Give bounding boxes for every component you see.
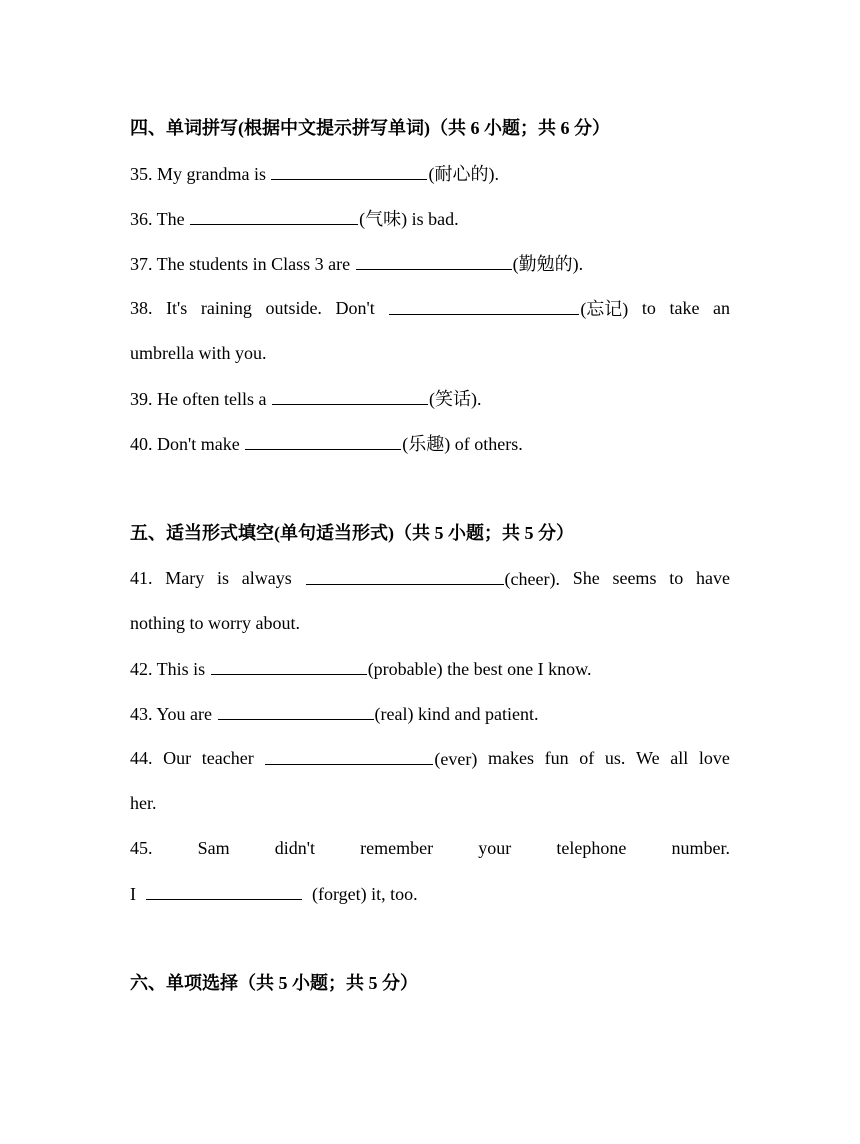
section-5-heading: 五、适当形式填空(单句适当形式)（共 5 小题；共 5 分） (130, 523, 574, 543)
answer-blank-40[interactable] (245, 431, 401, 450)
answer-blank-35[interactable] (271, 161, 427, 180)
question-39 (130, 386, 730, 411)
question-41-hint: (cheer). (504, 569, 560, 589)
word: love (698, 748, 730, 768)
word: Don't (335, 298, 375, 318)
question-39-hint: (笑话). (428, 389, 482, 409)
word: Sam (197, 838, 230, 858)
question-43 (130, 701, 730, 726)
word: all (670, 748, 689, 768)
question-42 (130, 656, 730, 681)
question-37 (130, 251, 730, 276)
word: an (713, 298, 730, 318)
question-36-text: 36. The (130, 209, 190, 229)
question-43-hint: (real) kind and patient. (374, 704, 539, 724)
question-40-hint: (乐趣) of others. (402, 434, 523, 454)
question-38-line-2: umbrella with you. (130, 343, 267, 363)
question-39-text: 39. He often tells a (130, 389, 271, 409)
word: outside. (265, 298, 322, 318)
word: It's (166, 298, 188, 318)
answer-blank-41[interactable] (306, 566, 504, 585)
answer-blank-37[interactable] (356, 251, 512, 270)
question-42-text: 42. This is (130, 659, 210, 679)
word: raining (200, 298, 252, 318)
word: 44. (130, 748, 153, 768)
word: Our (163, 748, 192, 768)
word: didn't (274, 838, 316, 858)
question-44-line-2: her. (130, 793, 157, 813)
section-4-heading: 四、单词拼写(根据中文提示拼写单词)（共 6 小题；共 6 分） (130, 118, 610, 138)
question-41-line-2: nothing to worry about. (130, 613, 300, 633)
question-35-text: 35. My grandma is (130, 164, 271, 184)
word: number. (671, 838, 730, 858)
question-43-text: 43. You are (130, 704, 217, 724)
word: take (669, 298, 700, 318)
answer-blank-45[interactable] (146, 881, 302, 900)
question-35 (130, 161, 730, 186)
question-41 (130, 566, 730, 591)
word: 41. (130, 568, 153, 588)
word: 38. (130, 298, 153, 318)
question-37-hint: (勤勉的). (512, 254, 584, 274)
question-40 (130, 431, 730, 456)
question-36-hint: (气味) is bad. (359, 209, 459, 229)
question-40-text: 40. Don't make (130, 434, 245, 454)
question-45-text: I (130, 884, 141, 904)
answer-blank-36[interactable] (190, 206, 358, 225)
word: of (579, 748, 595, 768)
answer-blank-42[interactable] (211, 656, 367, 675)
question-38-hint: (忘记) (580, 299, 629, 319)
question-45-hint: (forget) it, too. (307, 884, 418, 904)
word: your (478, 838, 512, 858)
word: always (241, 568, 292, 588)
question-38 (130, 296, 730, 321)
answer-blank-43[interactable] (218, 701, 374, 720)
word: to (669, 568, 684, 588)
word: telephone (556, 838, 627, 858)
word: fun (544, 748, 569, 768)
answer-blank-39[interactable] (272, 386, 428, 405)
word: We (636, 748, 660, 768)
word: have (695, 568, 730, 588)
word: 45. (130, 838, 153, 858)
answer-blank-44[interactable] (265, 746, 433, 765)
question-35-hint: (耐心的). (428, 164, 499, 184)
word: She (572, 568, 600, 588)
word: to (641, 298, 656, 318)
question-42-hint: (probable) the best one I know. (367, 659, 592, 679)
question-45-line-2 (130, 881, 730, 906)
question-44 (130, 746, 730, 771)
question-37-text: 37. The students in Class 3 are (130, 254, 355, 274)
word: us. (604, 748, 626, 768)
answer-blank-38[interactable] (389, 296, 579, 315)
word: is (217, 568, 230, 588)
question-45 (130, 836, 730, 860)
word: remember (360, 838, 434, 858)
word: teacher (201, 748, 254, 768)
word: makes (487, 748, 534, 768)
question-36 (130, 206, 730, 231)
section-6-heading: 六、单项选择（共 5 小题；共 5 分） (130, 973, 418, 993)
word: Mary (165, 568, 205, 588)
question-44-hint: (ever) (434, 749, 478, 769)
word: seems (612, 568, 657, 588)
